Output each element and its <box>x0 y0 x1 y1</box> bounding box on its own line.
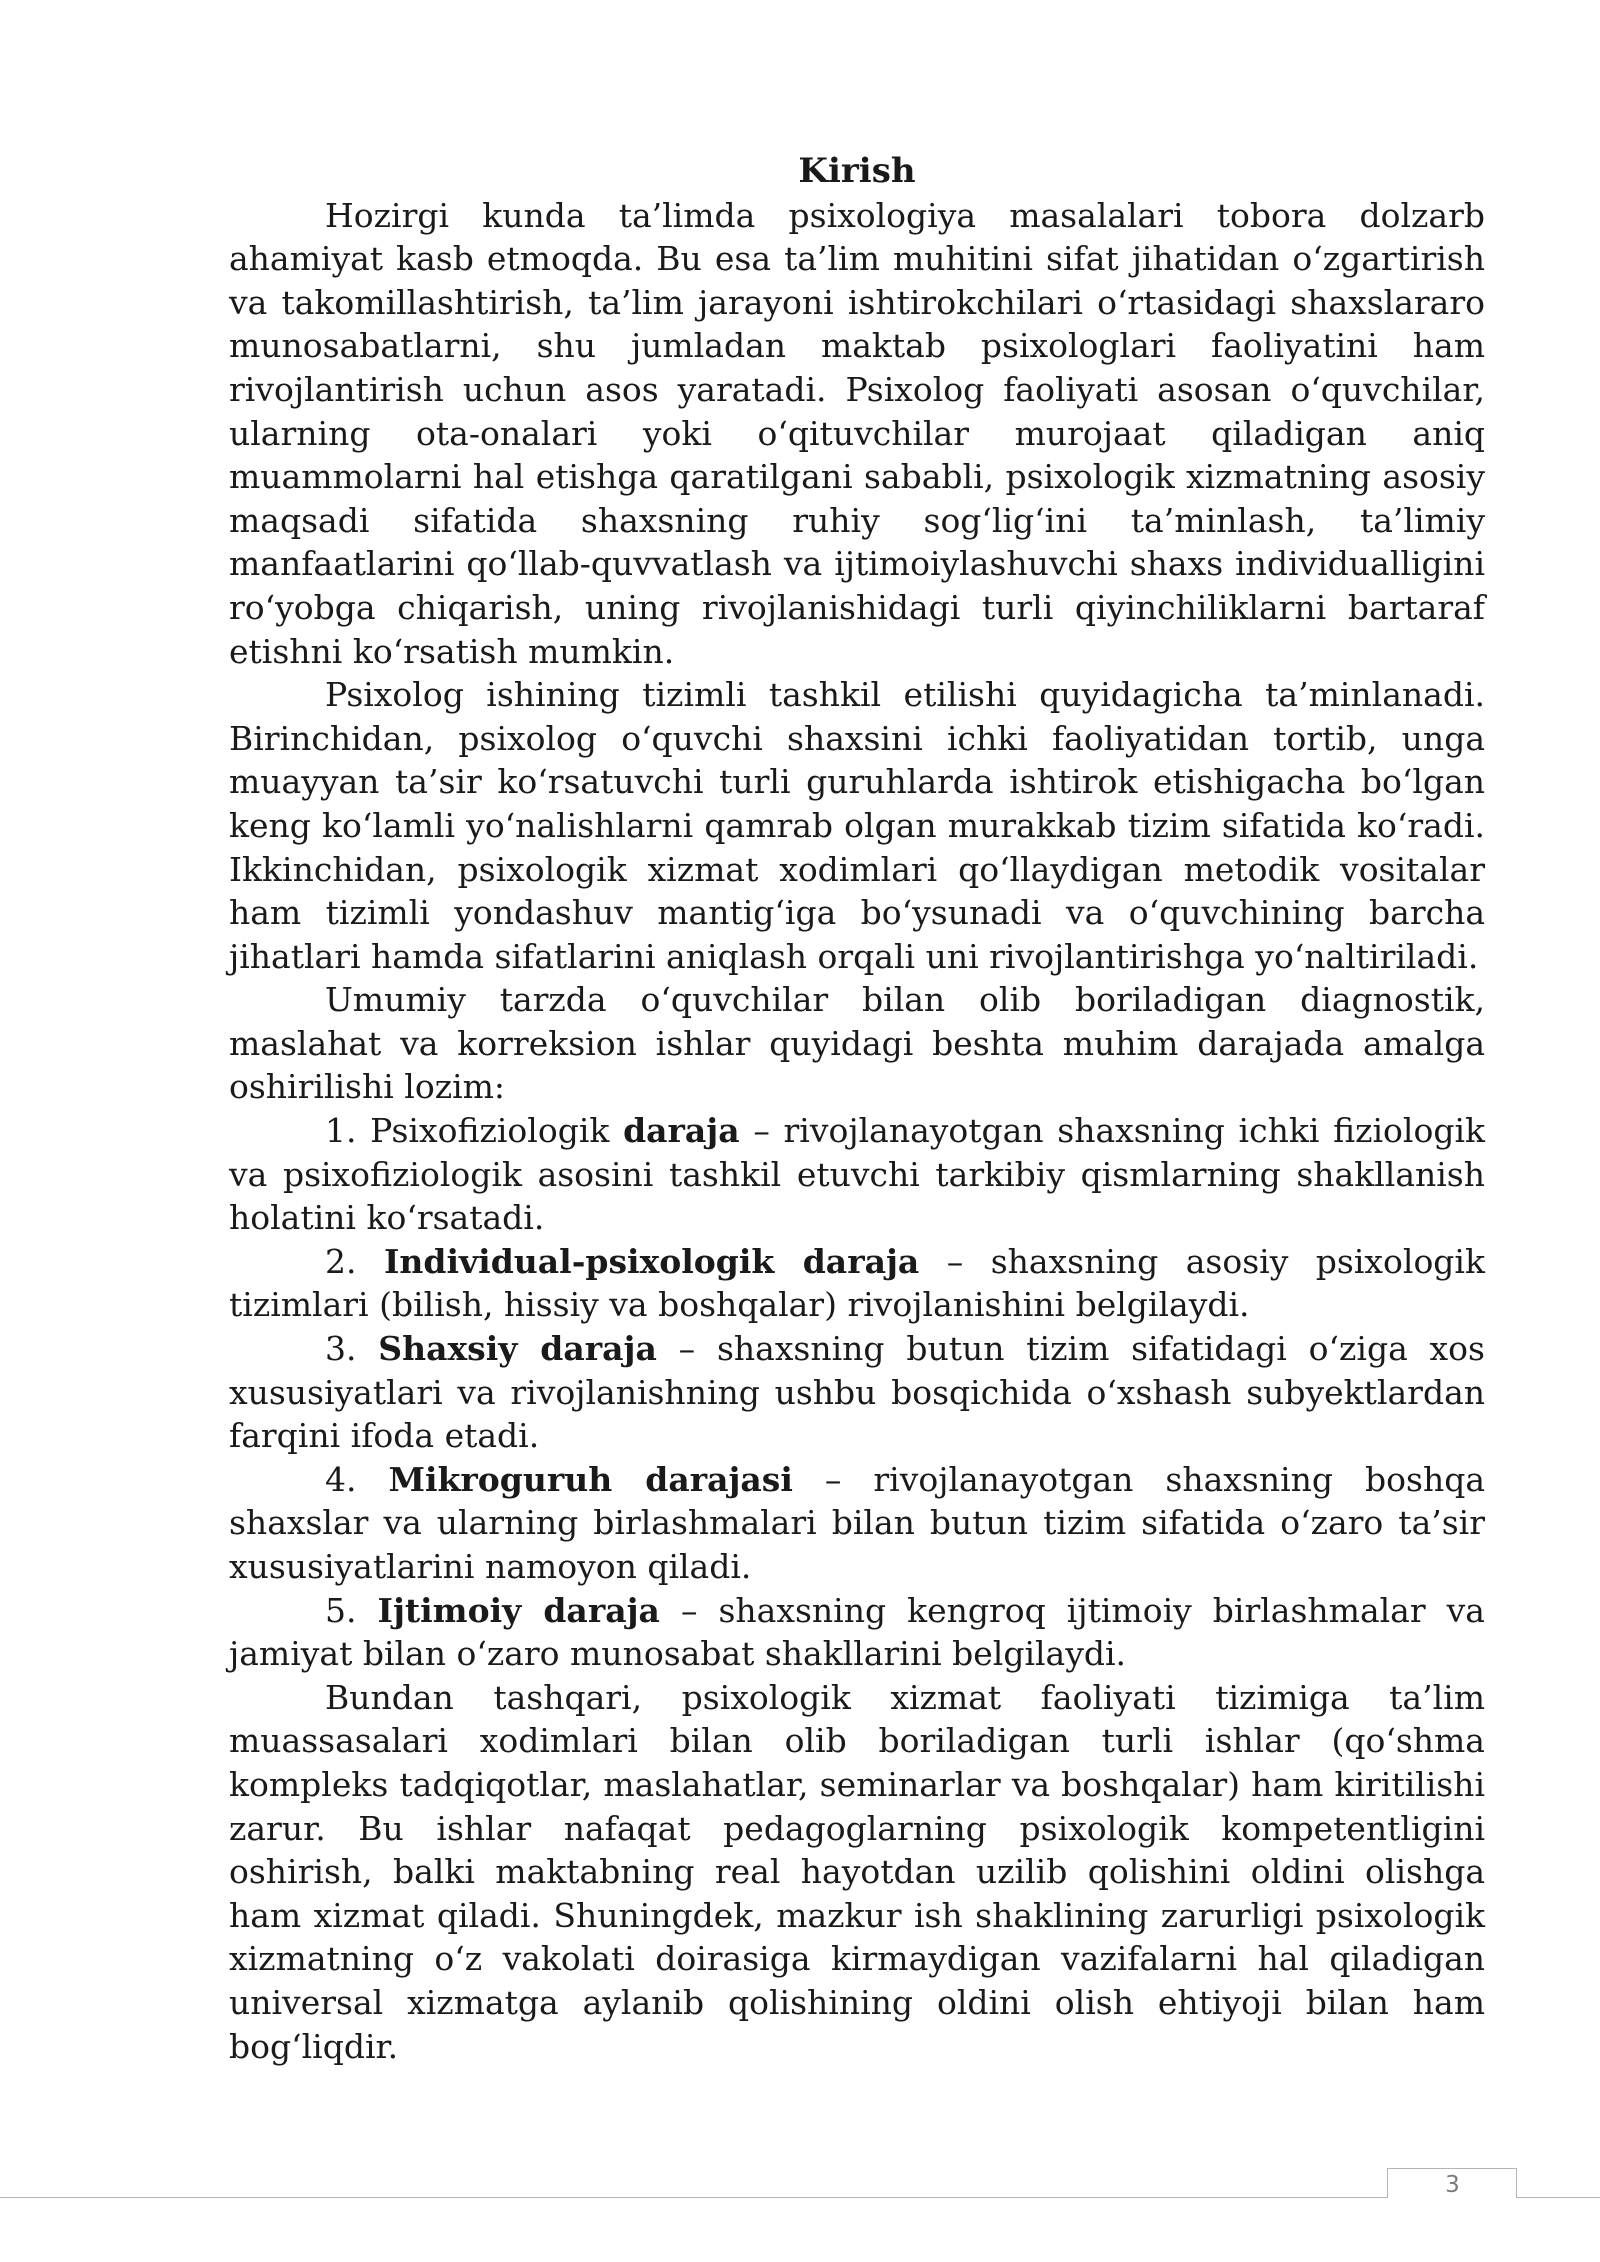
level-item <box>229 1327 1485 1458</box>
level-prefix: 2. <box>325 1241 384 1281</box>
level-description: – rivojlanayotgan shaxsning boshqa shaxslar va ularning birlashmalari bilan butun tizim sifatida o‘zaro ta’sir xususiyatlarini namoyon qiladi. <box>229 1459 1485 1586</box>
level-prefix: 1. Psixofiziologik <box>325 1111 624 1151</box>
level-prefix: 4. <box>325 1459 389 1499</box>
levels-intro-paragraph: Umumiy tarzda o‘quvchilar bilan olib boriladigan diagnostik, maslahat va korreksion ishlar quyidagi beshta muhim darajada amalga oshirilishi lozim: <box>229 980 1485 1107</box>
level-prefix: 3. <box>325 1329 379 1369</box>
footer-divider <box>0 2197 1600 2198</box>
page-number: 3 <box>1445 2172 1460 2198</box>
level-term: Shaxsiy daraja <box>378 1329 657 1369</box>
system-paragraph: Psixolog ishining tizimli tashkil etilishi quyidagicha ta’minlanadi. Birinchidan, psixolog o‘quvchi shaxsini ichki faoliyatidan tortib, unga muayyan ta’sir ko‘rsatuvchi turli guruhlarda ishtirok etishigacha bo‘lgan keng ko‘lamli yo‘nalishlarni qamrab olgan murakkab tizim sifatida ko‘radi. Ikkinchidan, psixologik xizmat xodimlari qo‘llaydigan metodik vositalar ham tizimli yondashuv mantig‘iga bo‘ysunadi va o‘quvchining barcha jihatlari hamda sifatlarini aniqlash orqali uni rivojlantirishga yo‘naltiriladi. <box>229 675 1485 976</box>
level-term: daraja <box>623 1111 740 1151</box>
level-prefix: 5. <box>325 1590 378 1630</box>
level-description: – shaxsning kengroq ijtimoiy birlashmalar va jamiyat bilan o‘zaro munosabat shakllarini belgilaydi. <box>229 1590 1485 1674</box>
level-item <box>229 1240 1485 1327</box>
level-term: Individual-psixologik daraja <box>383 1241 920 1281</box>
document-body <box>229 150 1485 2068</box>
intro-paragraph: Hozirgi kunda ta’limda psixologiya masalalari tobora dolzarb ahamiyat kasb etmoqda. Bu esa ta’lim muhitini sifat jihatidan o‘zgartirish va takomillashtirish, ta’lim jarayoni ishtirokchilari o‘rtasidagi shaxslararo munosabatlarni, shu jumladan maktab psixologlari faoliyatini ham rivojlantirish uchun asos yaratadi. Psixolog faoliyati asosan o‘quvchilar, ularning ota-onalari yoki o‘qituvchilar murojaat qiladigan aniq muammolarni hal etishga qaratilgani sababli, psixologik xizmatning asosiy maqsadi sifatida shaxsning ruhiy sog‘lig‘ini ta’minlash, ta’limiy manfaatlarini qo‘llab-quvvatlash va ijtimoiylashuvchi shaxs individualligini ro‘yobga chiqarish, uning rivojlanishidagi turli qiyinchiliklarni bartaraf etishni ko‘rsatish mumkin. <box>229 195 1485 671</box>
closing-paragraph: Bundan tashqari, psixologik xizmat faoliyati tizimiga ta’lim muassasalari xodimlari bilan olib boriladigan turli ishlar (qo‘shma kompleks tadqiqotlar, maslahatlar, seminarlar va boshqalar) ham kiritilishi zarur. Bu ishlar nafaqat pedagoglarning psixologik kompetentligini oshirish, balki maktabning real hayotdan uzilib qolishini oldini olishga ham xizmat qiladi. Shuningdek, mazkur ish shaklining zarurligi psixologik xizmatning o‘z vakolati doirasiga kirmaydigan vazifalarni hal qiladigan universal xizmatga aylanib qolishining oldini olish ehtiyoji bilan ham bog‘liqdir. <box>229 1677 1485 2066</box>
level-item <box>229 1589 1485 1676</box>
level-item <box>229 1109 1485 1240</box>
level-description: – rivojlanayotgan shaxsning ichki fiziologik va psixofiziologik asosini tashkil etuvchi tarkibiy qismlarning shakllanish holatini ko‘rsatadi. <box>229 1111 1485 1238</box>
level-description: – shaxsning butun tizim sifatidagi o‘ziga xos xususiyatlari va rivojlanishning ushbu bosqichida o‘xshash subyektlardan farqini ifoda etadi. <box>229 1329 1485 1456</box>
level-description: – shaxsning asosiy psixologik tizimlari (bilish, hissiy va boshqalar) rivojlanishini belgilaydi. <box>229 1241 1485 1325</box>
section-title: Kirish <box>798 151 916 191</box>
level-term: Ijtimoiy daraja <box>377 1590 660 1630</box>
level-item <box>229 1458 1485 1589</box>
level-term: Mikroguruh darajasi <box>388 1459 793 1499</box>
